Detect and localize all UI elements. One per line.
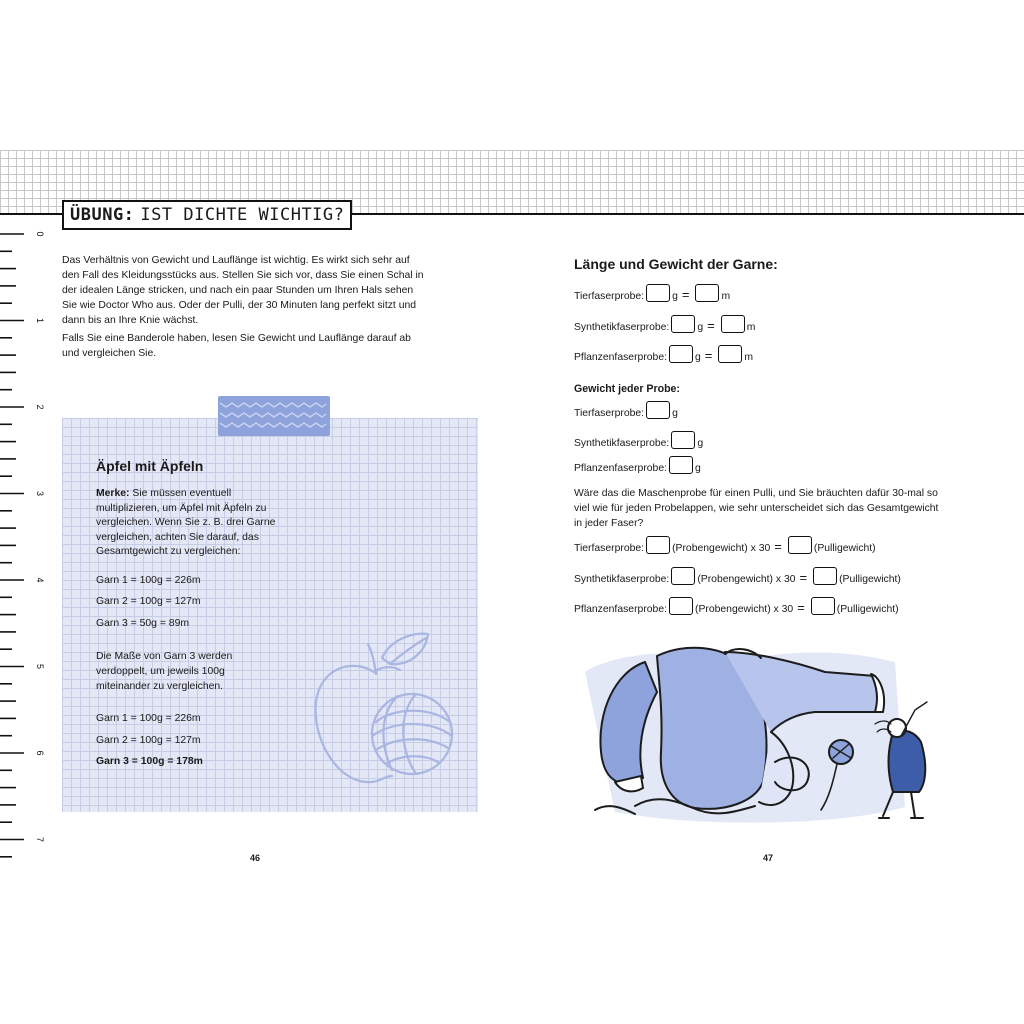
sample-weight-box[interactable] bbox=[669, 597, 693, 615]
sample-weight-box[interactable] bbox=[646, 536, 670, 554]
total-weight-box[interactable] bbox=[811, 597, 835, 615]
weight-input-box[interactable] bbox=[646, 284, 670, 302]
length-row-plant bbox=[574, 345, 753, 363]
ruler-label: 5 bbox=[35, 663, 45, 670]
weight-input-box[interactable] bbox=[671, 315, 695, 333]
merke-line: vergleichen. Wenn Sie z. B. drei Garne bbox=[96, 517, 276, 528]
lengths-heading: Länge und Gewicht der Garne: bbox=[574, 256, 778, 272]
intro-paragraph bbox=[62, 253, 462, 328]
sweater-illustration bbox=[575, 632, 945, 832]
yarn-entry: Garn 2 = 100g = 127m bbox=[96, 735, 201, 746]
equals-sign: = bbox=[799, 570, 808, 585]
total-weight-box[interactable] bbox=[788, 536, 812, 554]
unit-g: g bbox=[695, 463, 701, 474]
merke-line: Gesamtgewicht zu vergleichen: bbox=[96, 546, 241, 557]
length-input-box[interactable] bbox=[718, 345, 742, 363]
calc-middle: (Probengewicht) x 30 bbox=[672, 543, 771, 554]
row-label: Tierfaserprobe: bbox=[574, 408, 645, 419]
note-line: verdoppelt, um jeweils 100g bbox=[96, 666, 225, 677]
intro-line: Falls Sie eine Banderole haben, lesen Sie Gewicht und Lauflänge darauf ab bbox=[62, 333, 411, 344]
intro-line: Sie wie Doctor Who aus. Oder der Pulli, der 30 Minuten lang perfekt sitzt und bbox=[62, 300, 417, 311]
question-paragraph bbox=[574, 486, 994, 531]
length-input-box[interactable] bbox=[721, 315, 745, 333]
yarn-entry: Garn 3 = 50g = 89m bbox=[96, 618, 189, 629]
weight-input-box[interactable] bbox=[669, 456, 693, 474]
merke-line bbox=[96, 486, 231, 501]
question-line: in jeder Faser? bbox=[574, 518, 644, 529]
row-label: Synthetikfaserprobe: bbox=[574, 438, 670, 449]
length-input-box[interactable] bbox=[695, 284, 719, 302]
weight-row-plant bbox=[574, 456, 701, 474]
apple-yarn-illustration bbox=[312, 630, 462, 790]
weight-input-box[interactable] bbox=[646, 401, 670, 419]
weight-input-box[interactable] bbox=[671, 431, 695, 449]
calc-middle: (Probengewicht) x 30 bbox=[697, 574, 796, 585]
intro-line: dann bis an Ihre Knie wächst. bbox=[62, 315, 199, 326]
row-label: Tierfaserprobe: bbox=[574, 543, 645, 554]
equals-sign: = bbox=[797, 600, 805, 615]
unit-g: g bbox=[697, 322, 704, 333]
merke-line: vergleichen, achten Sie darauf, das bbox=[96, 532, 259, 543]
calc-row-plant bbox=[574, 597, 899, 615]
title-bold: ÜBUNG: bbox=[70, 205, 135, 225]
total-weight-box[interactable] bbox=[813, 567, 837, 585]
ruler-label: 3 bbox=[35, 490, 45, 497]
row-label: Synthetikfaserprobe: bbox=[574, 574, 670, 585]
yarn-entry: Garn 2 = 100g = 127m bbox=[96, 596, 201, 607]
yarn-entry-result: Garn 3 = 100g = 178m bbox=[96, 756, 203, 767]
question-line: viel wie für jeden Probelappen, wie sehr unterscheidet sich das Gesamtgewicht bbox=[574, 503, 939, 514]
unit-g: g bbox=[697, 438, 704, 449]
note-line: Die Maße von Garn 3 werden bbox=[96, 651, 233, 662]
unit-m: m bbox=[721, 291, 731, 302]
yarn-entry: Garn 1 = 100g = 226m bbox=[96, 575, 201, 586]
length-row-synthetic bbox=[574, 315, 755, 333]
merke-label: Merke: bbox=[96, 488, 130, 499]
page-number-right: 47 bbox=[763, 853, 774, 863]
note-line: miteinander zu vergleichen. bbox=[96, 681, 224, 692]
intro-line: der idealen Länge stricken, und nach ein paar Stunden um Ihren Hals sehen bbox=[62, 285, 414, 296]
row-label: Synthetikfaserprobe: bbox=[574, 322, 670, 333]
intro-line: Das Verhältnis von Gewicht und Lauflänge ist wichtig. Es wirkt sich sehr auf bbox=[62, 255, 410, 266]
ruler-label: 0 bbox=[35, 231, 45, 237]
page-number-left: 46 bbox=[250, 853, 261, 863]
merke-text: Sie müssen eventuell bbox=[129, 488, 232, 499]
equals-sign: = bbox=[681, 287, 690, 302]
calc-end: (Pulligewicht) bbox=[813, 543, 876, 554]
ruler-label: 2 bbox=[35, 404, 45, 410]
title-text: IST DICHTE WICHTIG? bbox=[140, 205, 345, 225]
yarn-entry: Garn 1 = 100g = 226m bbox=[96, 713, 201, 724]
row-label: Pflanzenfaserprobe: bbox=[574, 352, 667, 363]
calc-row-synthetic bbox=[574, 567, 901, 585]
calc-middle: (Probengewicht) x 30 bbox=[695, 604, 794, 615]
unit-g: g bbox=[672, 291, 678, 302]
length-row-animal bbox=[574, 284, 730, 302]
unit-g: g bbox=[695, 352, 701, 363]
merke-line: multiplizieren, um Äpfel mit Äpfeln zu bbox=[96, 503, 267, 514]
equals-sign: = bbox=[707, 318, 715, 333]
intro-line: und vergleichen Sie. bbox=[62, 348, 157, 359]
equals-sign: = bbox=[704, 348, 713, 363]
unit-m: m bbox=[744, 352, 754, 363]
ruler-label: 1 bbox=[35, 317, 45, 324]
calc-end: (Pulligewicht) bbox=[839, 574, 901, 585]
intro-line: den Fall des Kleidungsstücks aus. Stellen Sie sich vor, dass Sie einen Schal in bbox=[62, 270, 424, 281]
weight-input-box[interactable] bbox=[669, 345, 693, 363]
weight-row-animal bbox=[574, 401, 678, 419]
unit-g: g bbox=[672, 408, 678, 419]
card-title: Äpfel mit Äpfeln bbox=[96, 458, 204, 474]
sample-weight-box[interactable] bbox=[671, 567, 695, 585]
weight-heading: Gewicht jeder Probe: bbox=[574, 383, 680, 395]
ruler-label: 4 bbox=[35, 577, 45, 583]
row-label: Pflanzenfaserprobe: bbox=[574, 604, 667, 615]
weight-row-synthetic bbox=[574, 431, 703, 449]
row-label: Pflanzenfaserprobe: bbox=[574, 463, 667, 474]
ruler-label: 7 bbox=[35, 836, 45, 843]
ruler-label: 6 bbox=[35, 750, 45, 756]
exercise-title bbox=[62, 200, 352, 230]
ruler bbox=[0, 228, 48, 878]
calc-row-animal bbox=[574, 536, 876, 554]
intro-paragraph-2 bbox=[62, 331, 462, 361]
row-label: Tierfaserprobe: bbox=[574, 291, 645, 302]
calc-end: (Pulligewicht) bbox=[836, 604, 899, 615]
washi-tape bbox=[216, 393, 332, 439]
unit-m: m bbox=[746, 322, 756, 333]
equals-sign: = bbox=[774, 539, 782, 554]
question-line: Wäre das die Maschenprobe für einen Pulli, und Sie bräuchten dafür 30-mal so bbox=[574, 488, 938, 499]
